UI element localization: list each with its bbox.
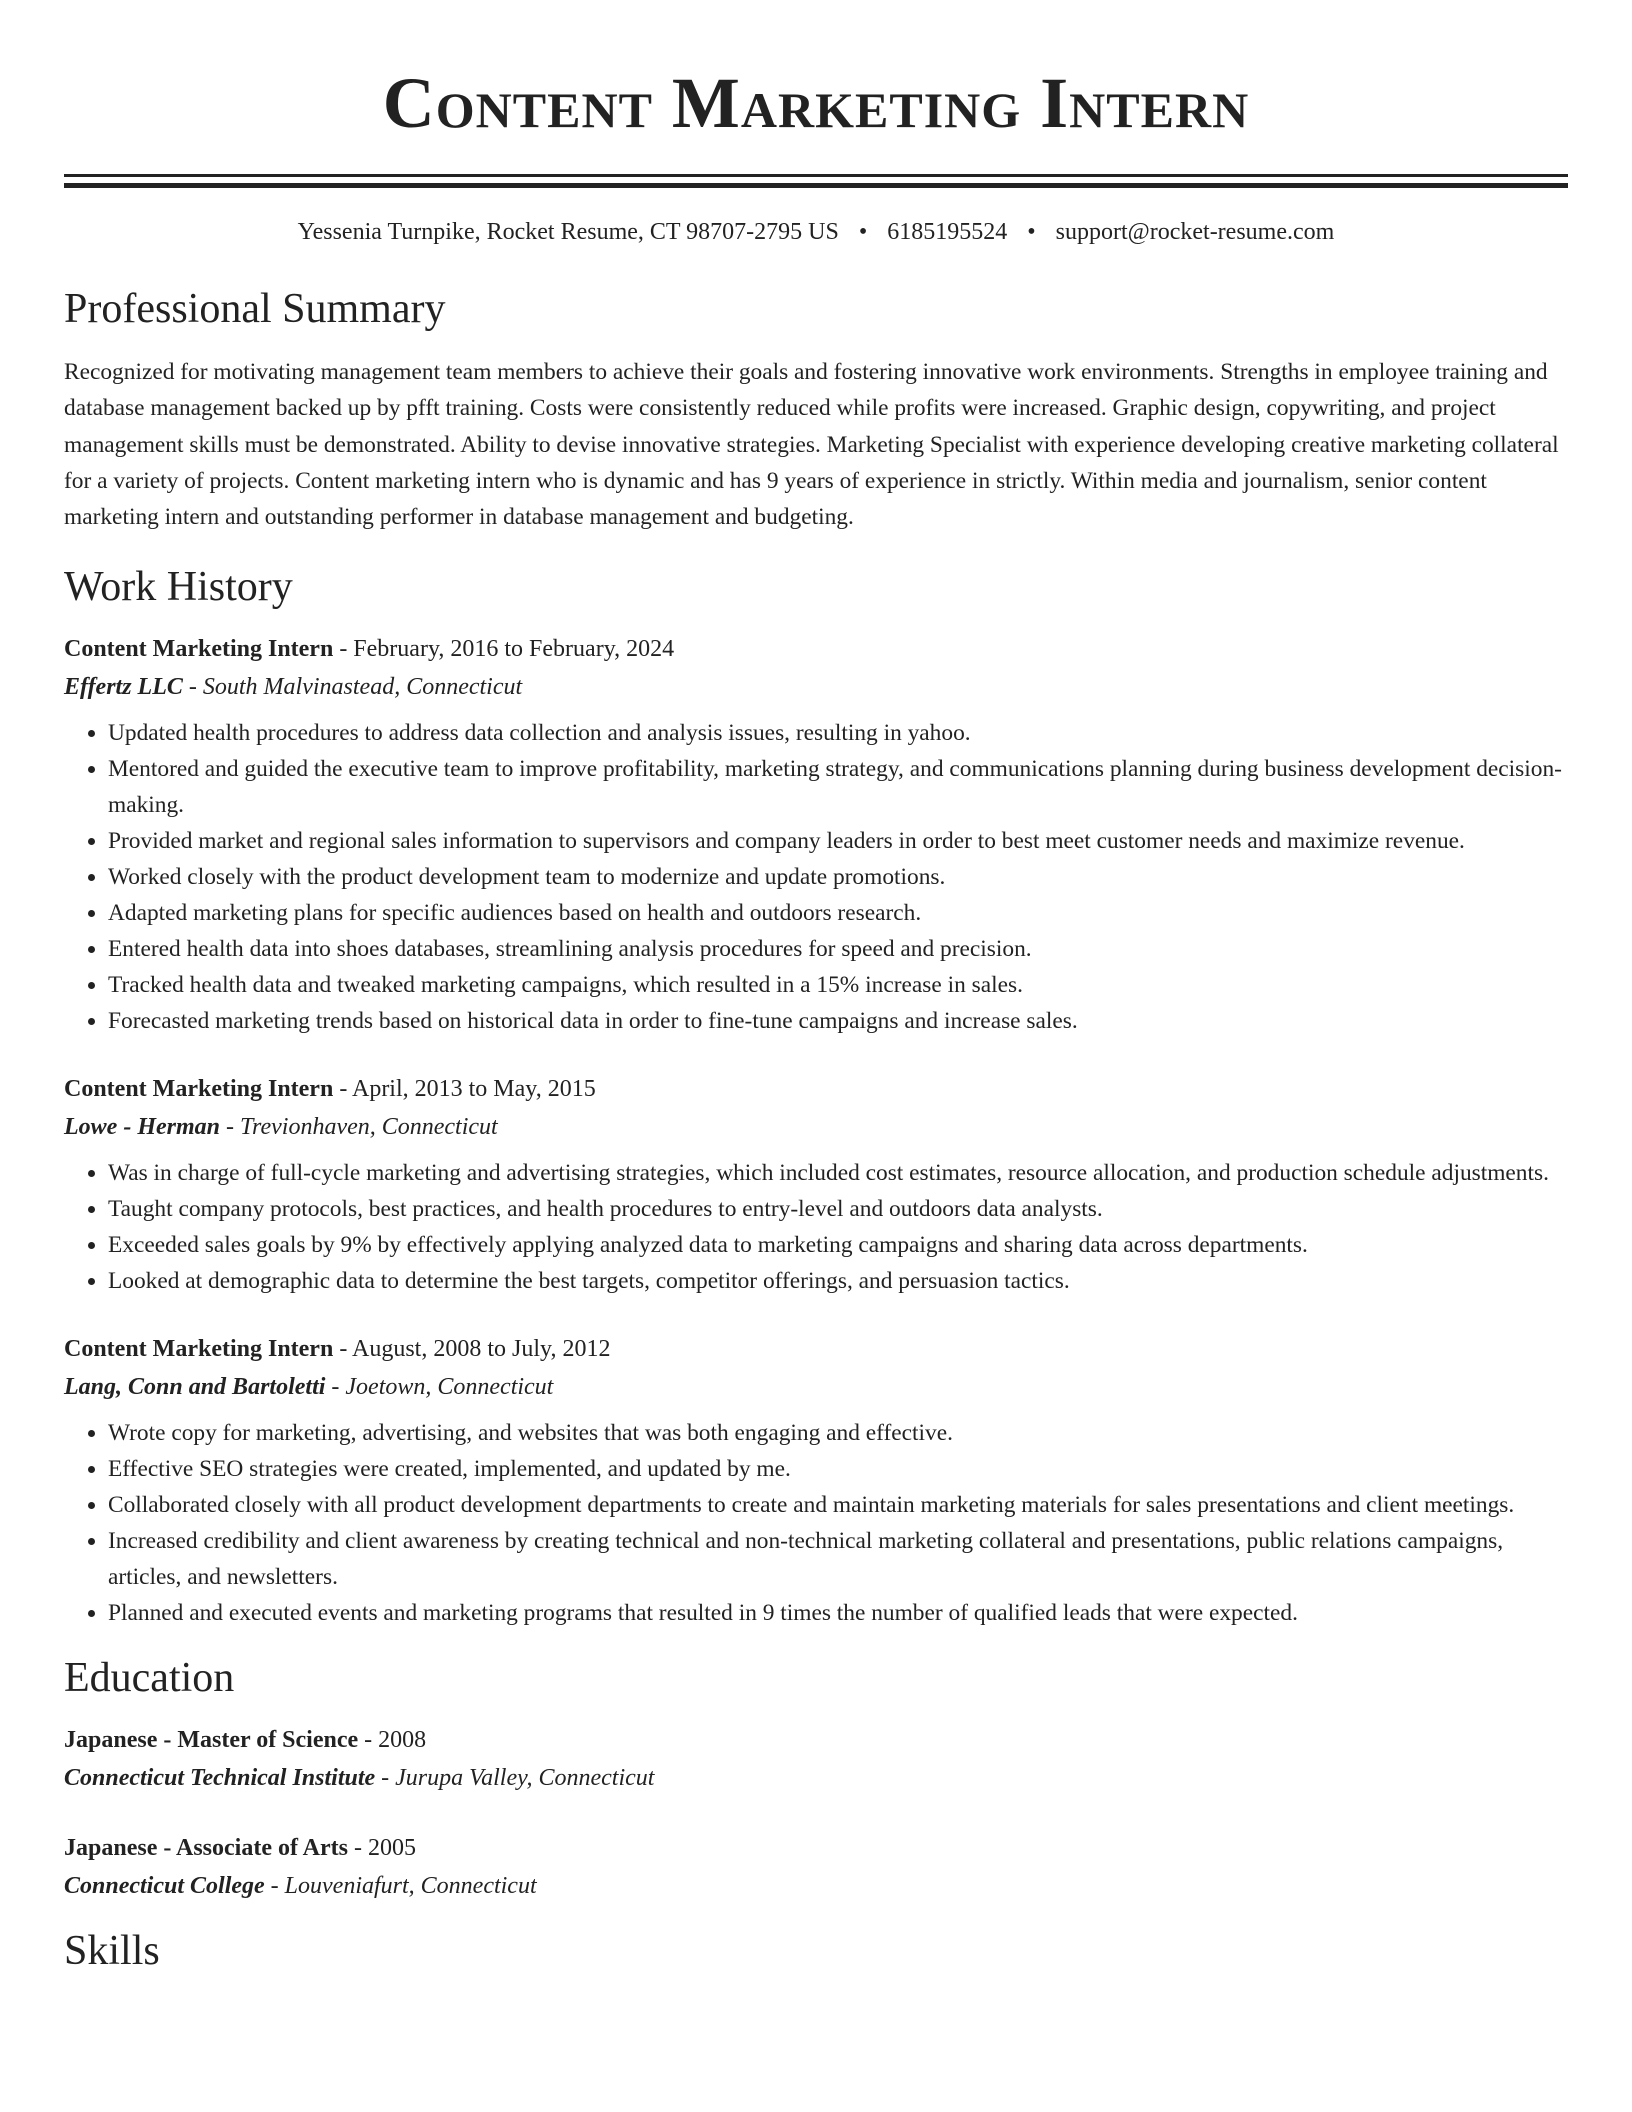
job-dates: - August, 2008 to July, 2012 [333,1336,611,1363]
bullet-item: • Collaborated closely with all product development departments to create and maintain marketing materials for sales presentations and client meetings. [108,1487,1568,1523]
bullet-item: • Increased credibility and client awareness by creating technical and non-technical marketing collateral and presentations, public relations campaigns, articles, and newsletters. [108,1523,1568,1595]
job-bullets [64,1415,1568,1631]
employer-line [64,1107,1568,1147]
bullet-item: • Taught company protocols, best practices, and health procedures to entry-level and outdoors data analysts. [108,1191,1568,1227]
bullet-item: • Mentored and guided the executive team to improve profitability, marketing strategy, and communications planning during business development decision-making. [108,751,1568,823]
employer-name: Lang, Conn and Bartoletti [64,1374,326,1401]
job-title-line [64,1331,1568,1367]
employer-line [64,1367,1568,1407]
school-line [64,1866,1568,1906]
job-dates: - February, 2016 to February, 2024 [333,636,675,663]
job-entry [64,1071,1568,1299]
school-location: - Louveniafurt, Connecticut [264,1873,537,1900]
bullet-item: • Looked at demographic data to determine the best targets, competitor offerings, and persuasion tactics. [108,1263,1568,1299]
employer-name: Effertz LLC [64,674,183,701]
job-entry [64,1331,1568,1631]
bullet-item: • Was in charge of full-cycle marketing and advertising strategies, which included cost estimates, resource allocation, and production schedule adjustments. [108,1155,1568,1191]
employer-line [64,667,1568,707]
employer-name: Lowe - Herman [64,1114,220,1141]
school-location: - Jurupa Valley, Connecticut [375,1765,655,1792]
education-entry [64,1830,1568,1906]
title-divider-thick [64,183,1568,188]
skills-heading: Skills [64,1928,160,1975]
degree-line [64,1830,1568,1866]
contact-email: support@rocket-resume.com [1055,219,1335,245]
bullet-item: • Effective SEO strategies were created, implemented, and updated by me. [108,1451,1568,1487]
bullet-item: • Provided market and regional sales information to supervisors and company leaders in order to best meet customer needs and maximize revenue. [108,823,1568,859]
contact-line [64,216,1568,248]
bullet-item: • Worked closely with the product development team to modernize and update promotions. [108,859,1568,895]
bullet-item: • Adapted marketing plans for specific audiences based on health and outdoors research. [108,895,1568,931]
school-name: Connecticut Technical Institute [64,1765,376,1792]
contact-separator: • [1027,219,1036,245]
bullet-item: • Updated health procedures to address data collection and analysis issues, resulting in yahoo. [108,715,1568,751]
job-title: Content Marketing Intern [64,1336,334,1363]
employer-location: - South Malvinastead, Connecticut [182,674,523,701]
summary-text: Recognized for motivating management team members to achieve their goals and fostering innovative work environments. Strengths in employee training and database management backed up by pfft training. Costs were consistently reduced while profits were increased. Graphic design, copywriting, and project management skills must be demonstrated. Ability to devise innovative strategies. Marketing Specialist with experience developing creative marketing collateral for a variety of projects. Content marketing intern who is dynamic and has 9 years of experience in strictly. Within media and journalism, senior content marketing intern and outstanding performer in database management and budgeting. [64,359,1559,531]
bullet-item: • Entered health data into shoes databases, streamlining analysis procedures for speed and precision. [108,931,1568,967]
work-history-heading: Work History [64,564,293,611]
summary-heading: Professional Summary [64,286,446,332]
title-divider-thin [64,174,1568,177]
job-entry [64,631,1568,1039]
school-line [64,1758,1568,1798]
job-title: Content Marketing Intern [64,636,334,663]
contact-address: Yessenia Turnpike, Rocket Resume, CT 98707-2795 US [297,219,839,245]
bullet-item: • Forecasted marketing trends based on historical data in order to fine-tune campaigns and increase sales. [108,1003,1568,1039]
education-entry [64,1722,1568,1798]
education-heading: Education [64,1655,235,1702]
bullet-item: • Planned and executed events and marketing programs that resulted in 9 times the number of qualified leads that were expected. [108,1595,1568,1631]
bullet-item: • Wrote copy for marketing, advertising, and websites that was both engaging and effective. [108,1415,1568,1451]
job-bullets [64,715,1568,1039]
job-title: Content Marketing Intern [64,1076,334,1103]
degree-line [64,1722,1568,1758]
job-dates: - April, 2013 to May, 2015 [333,1076,596,1103]
degree-name: Japanese - Associate of Arts [64,1835,348,1862]
degree-year: - 2008 [358,1727,427,1754]
degree-name: Japanese - Master of Science [64,1727,359,1754]
degree-year: - 2005 [347,1835,416,1862]
employer-location: - Joetown, Connecticut [325,1374,554,1401]
job-title-line [64,1071,1568,1107]
contact-phone: 6185195524 [887,219,1008,245]
school-name: Connecticut College [64,1873,265,1900]
employer-location: - Trevionhaven, Connecticut [220,1114,498,1141]
bullet-item: • Exceeded sales goals by 9% by effectively applying analyzed data to marketing campaigns and sharing data across departments. [108,1227,1568,1263]
job-bullets [64,1155,1568,1299]
bullet-item: • Tracked health data and tweaked marketing campaigns, which resulted in a 15% increase in sales. [108,967,1568,1003]
contact-separator: • [858,219,868,245]
job-title-line [64,631,1568,667]
resume-title: Content Marketing Intern [382,63,1250,143]
